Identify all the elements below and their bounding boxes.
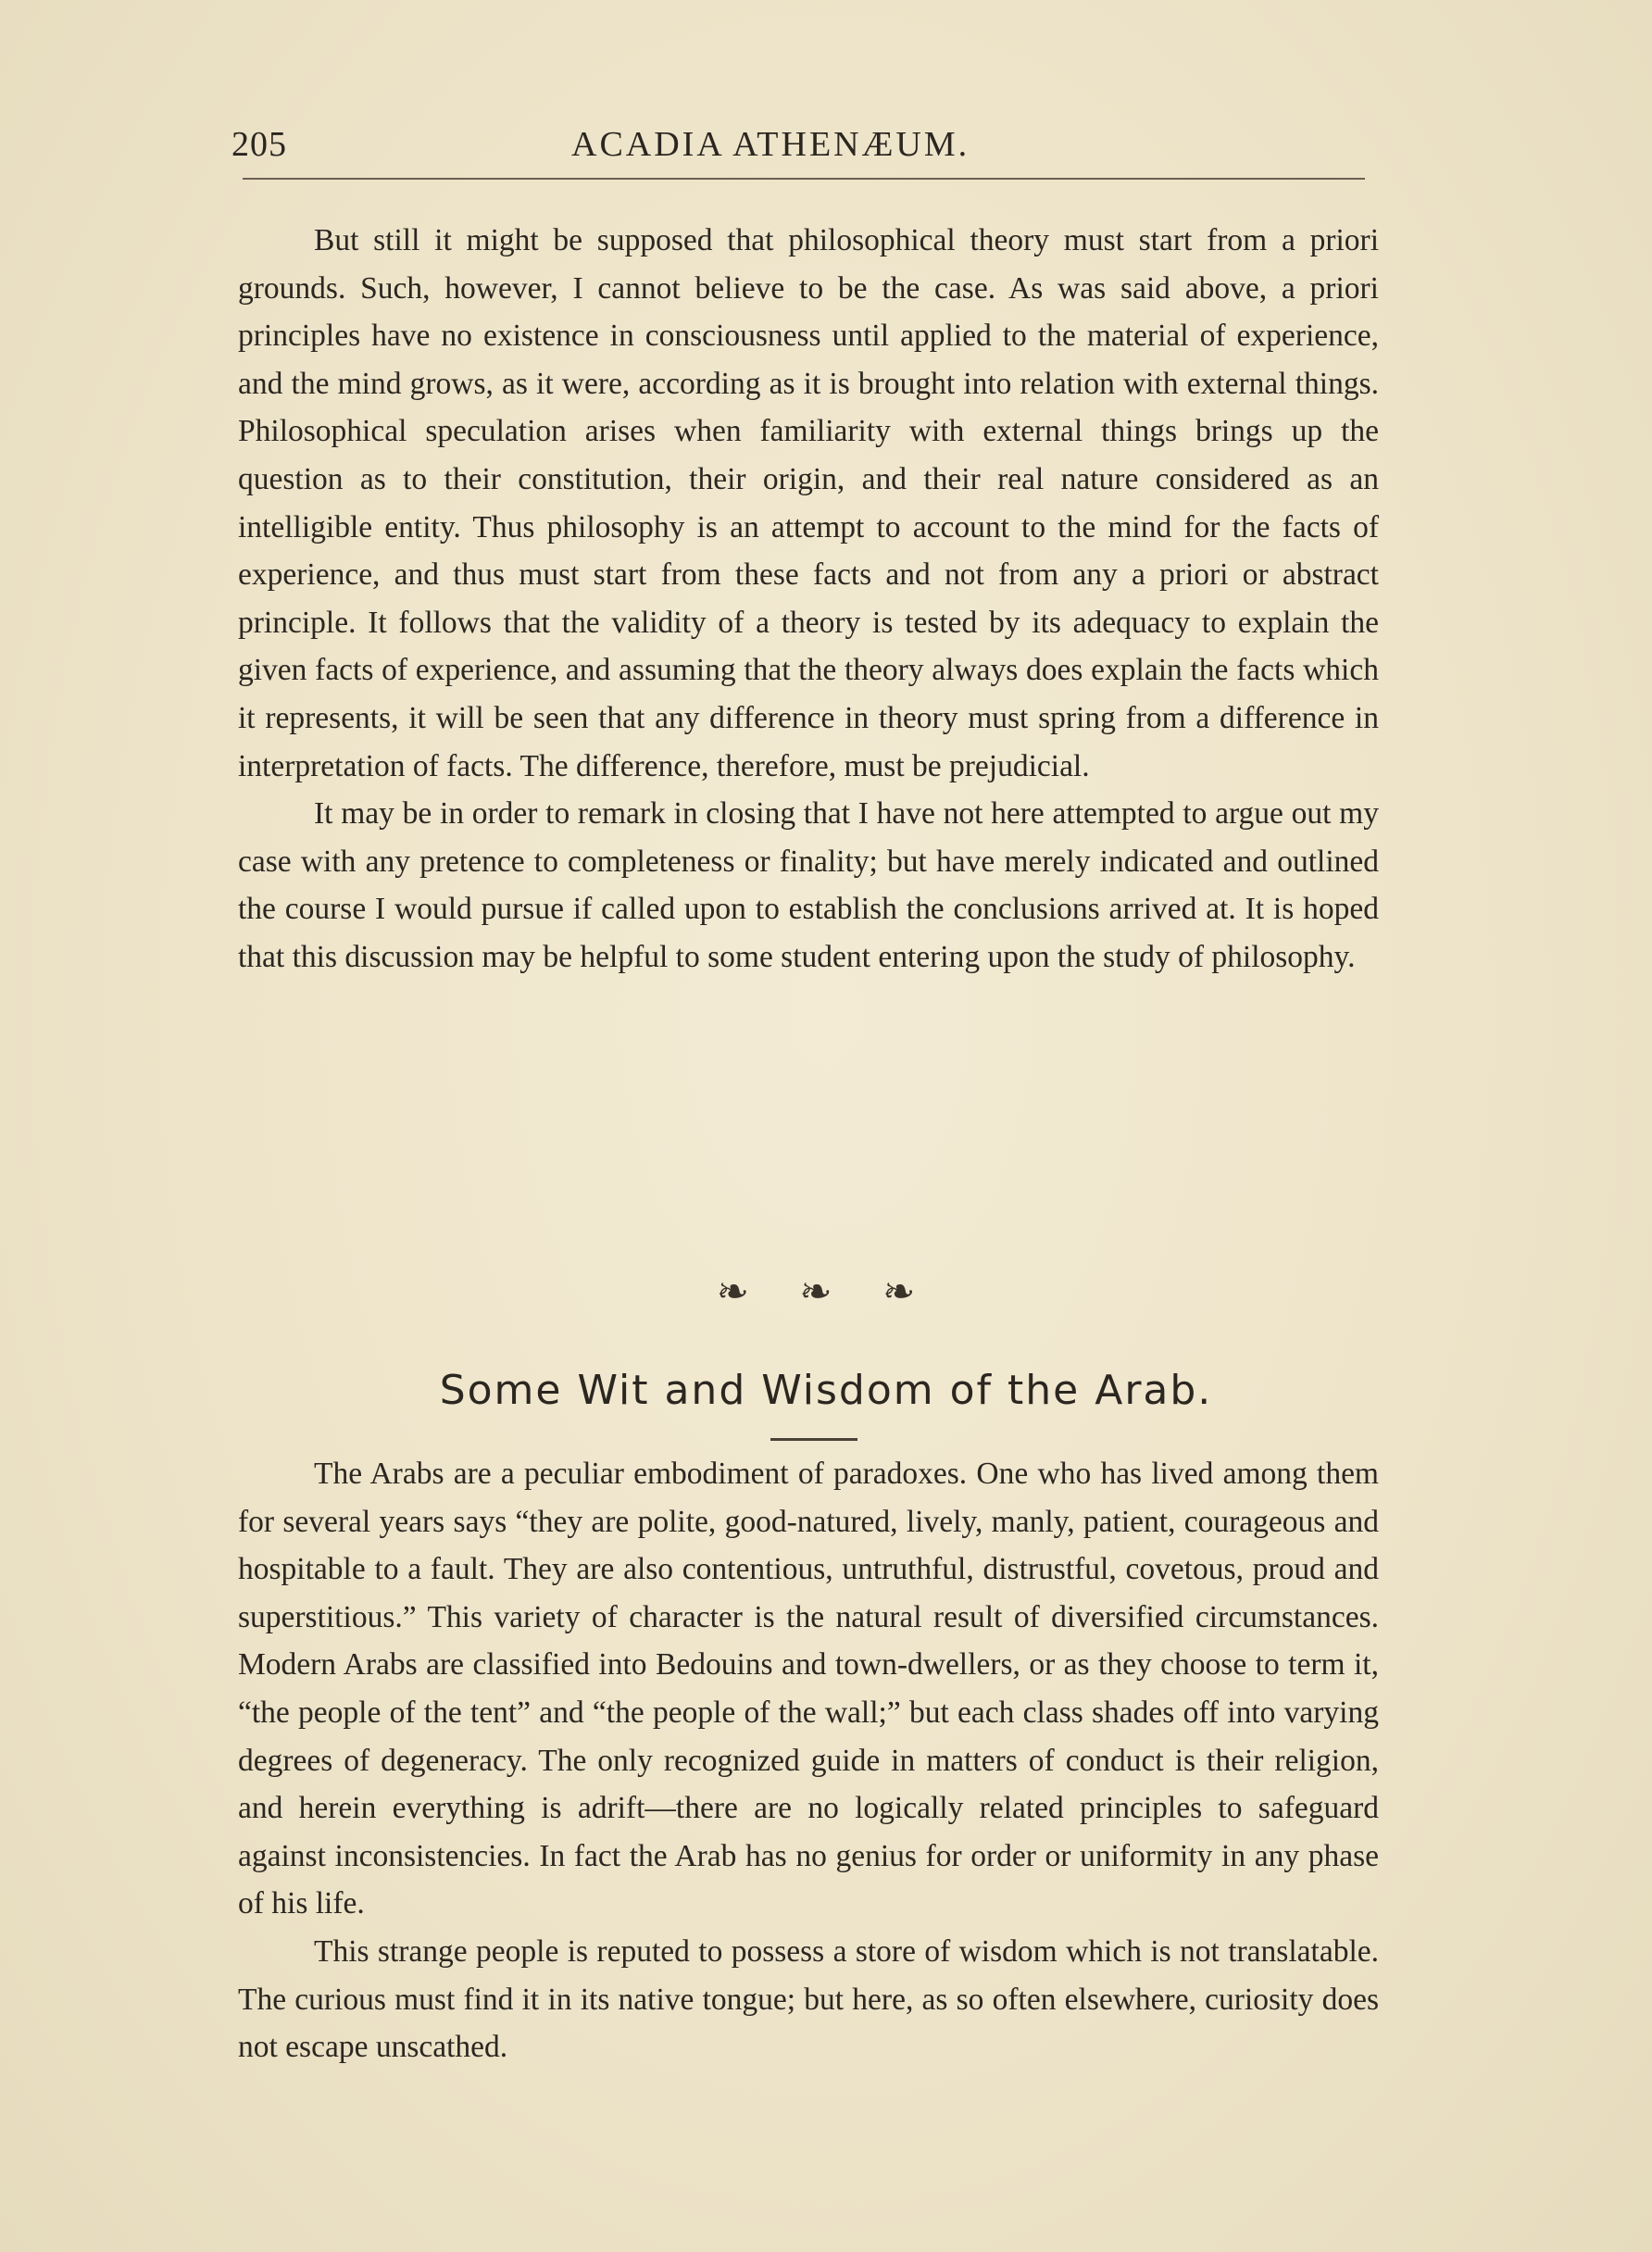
paragraph: But still it might be supposed that philosophical theory must start from a priori grounds. Such, however, I cannot believe to be the case. As was said above, a priori principles have no existence in consciousness until applied to the material of experience, and the mind grows, as it were, according as it is brought into relation with external things. Philosophical speculation arises when familiarity with external things brings up the question as to their constitution, their origin, and their real nature considered as an intelligible entity. Thus philosophy is an attempt to account to the mind for the facts of experience, and thus must start from these facts and not from any a priori or abstract principle. It follows that the validity of a theory is tested by its adequacy to explain the given facts of experience, and assuming that the theory always does explain the facts which it represents, it will be seen that any difference in theory must spring from a difference in interpretation of facts. The difference, therefore, must be prejudicial.	[238, 223, 1379, 783]
paragraph: This strange people is reputed to possess a store of wisdom which is not translatable. The curious must find it in its native tongue; but here, as so often elsewhere, curiosity does not escape unscathed.	[238, 1933, 1379, 2065]
paragraph: The Arabs are a peculiar embodiment of paradoxes. One who has lived among them for several years says “they are polite, good-natured, lively, manly, patient, courageous and hospitable to a fault. They are also contentious, untruthful, distrustful, covetous, proud and superstitious.” This variety of character is the natural result of diversified circumstances. Modern Arabs are classified into Bedouins and town-dwellers, or as they choose to term it, “the people of the tent” and “the people of the wall;” but each class shades off into varying degrees of degeneracy. The only recognized guide in matters of conduct is their religion, and herein everything is adrift—there are no logically related principles to safeguard against inconsistencies. In fact the Arab has no genius for order or uniformity in any phase of his life.	[238, 1457, 1379, 1921]
article-wit-and-wisdom	[238, 1450, 1379, 2071]
running-title: ACADIA ATHENÆUM.	[571, 125, 970, 164]
page-header	[232, 119, 1389, 174]
header-rule	[243, 178, 1365, 180]
article-philosophy-conclusion	[238, 217, 1379, 982]
paragraph: It may be in order to remark in closing that I have not here attempted to argue out my case with any pretence to completeness or finality; but have merely indicated and outlined the course I would pursue if called upon to establish the conclusions arrived at. It is hoped that this discussion may be helpful to some student entering upon the study of philosophy.	[238, 796, 1379, 974]
page-number: 205	[232, 125, 287, 164]
article-title: Some Wit and Wisdom of the Arab.	[439, 1367, 1213, 1414]
title-rule	[770, 1438, 857, 1441]
section-ornament: ❧ ❧ ❧	[716, 1271, 936, 1314]
